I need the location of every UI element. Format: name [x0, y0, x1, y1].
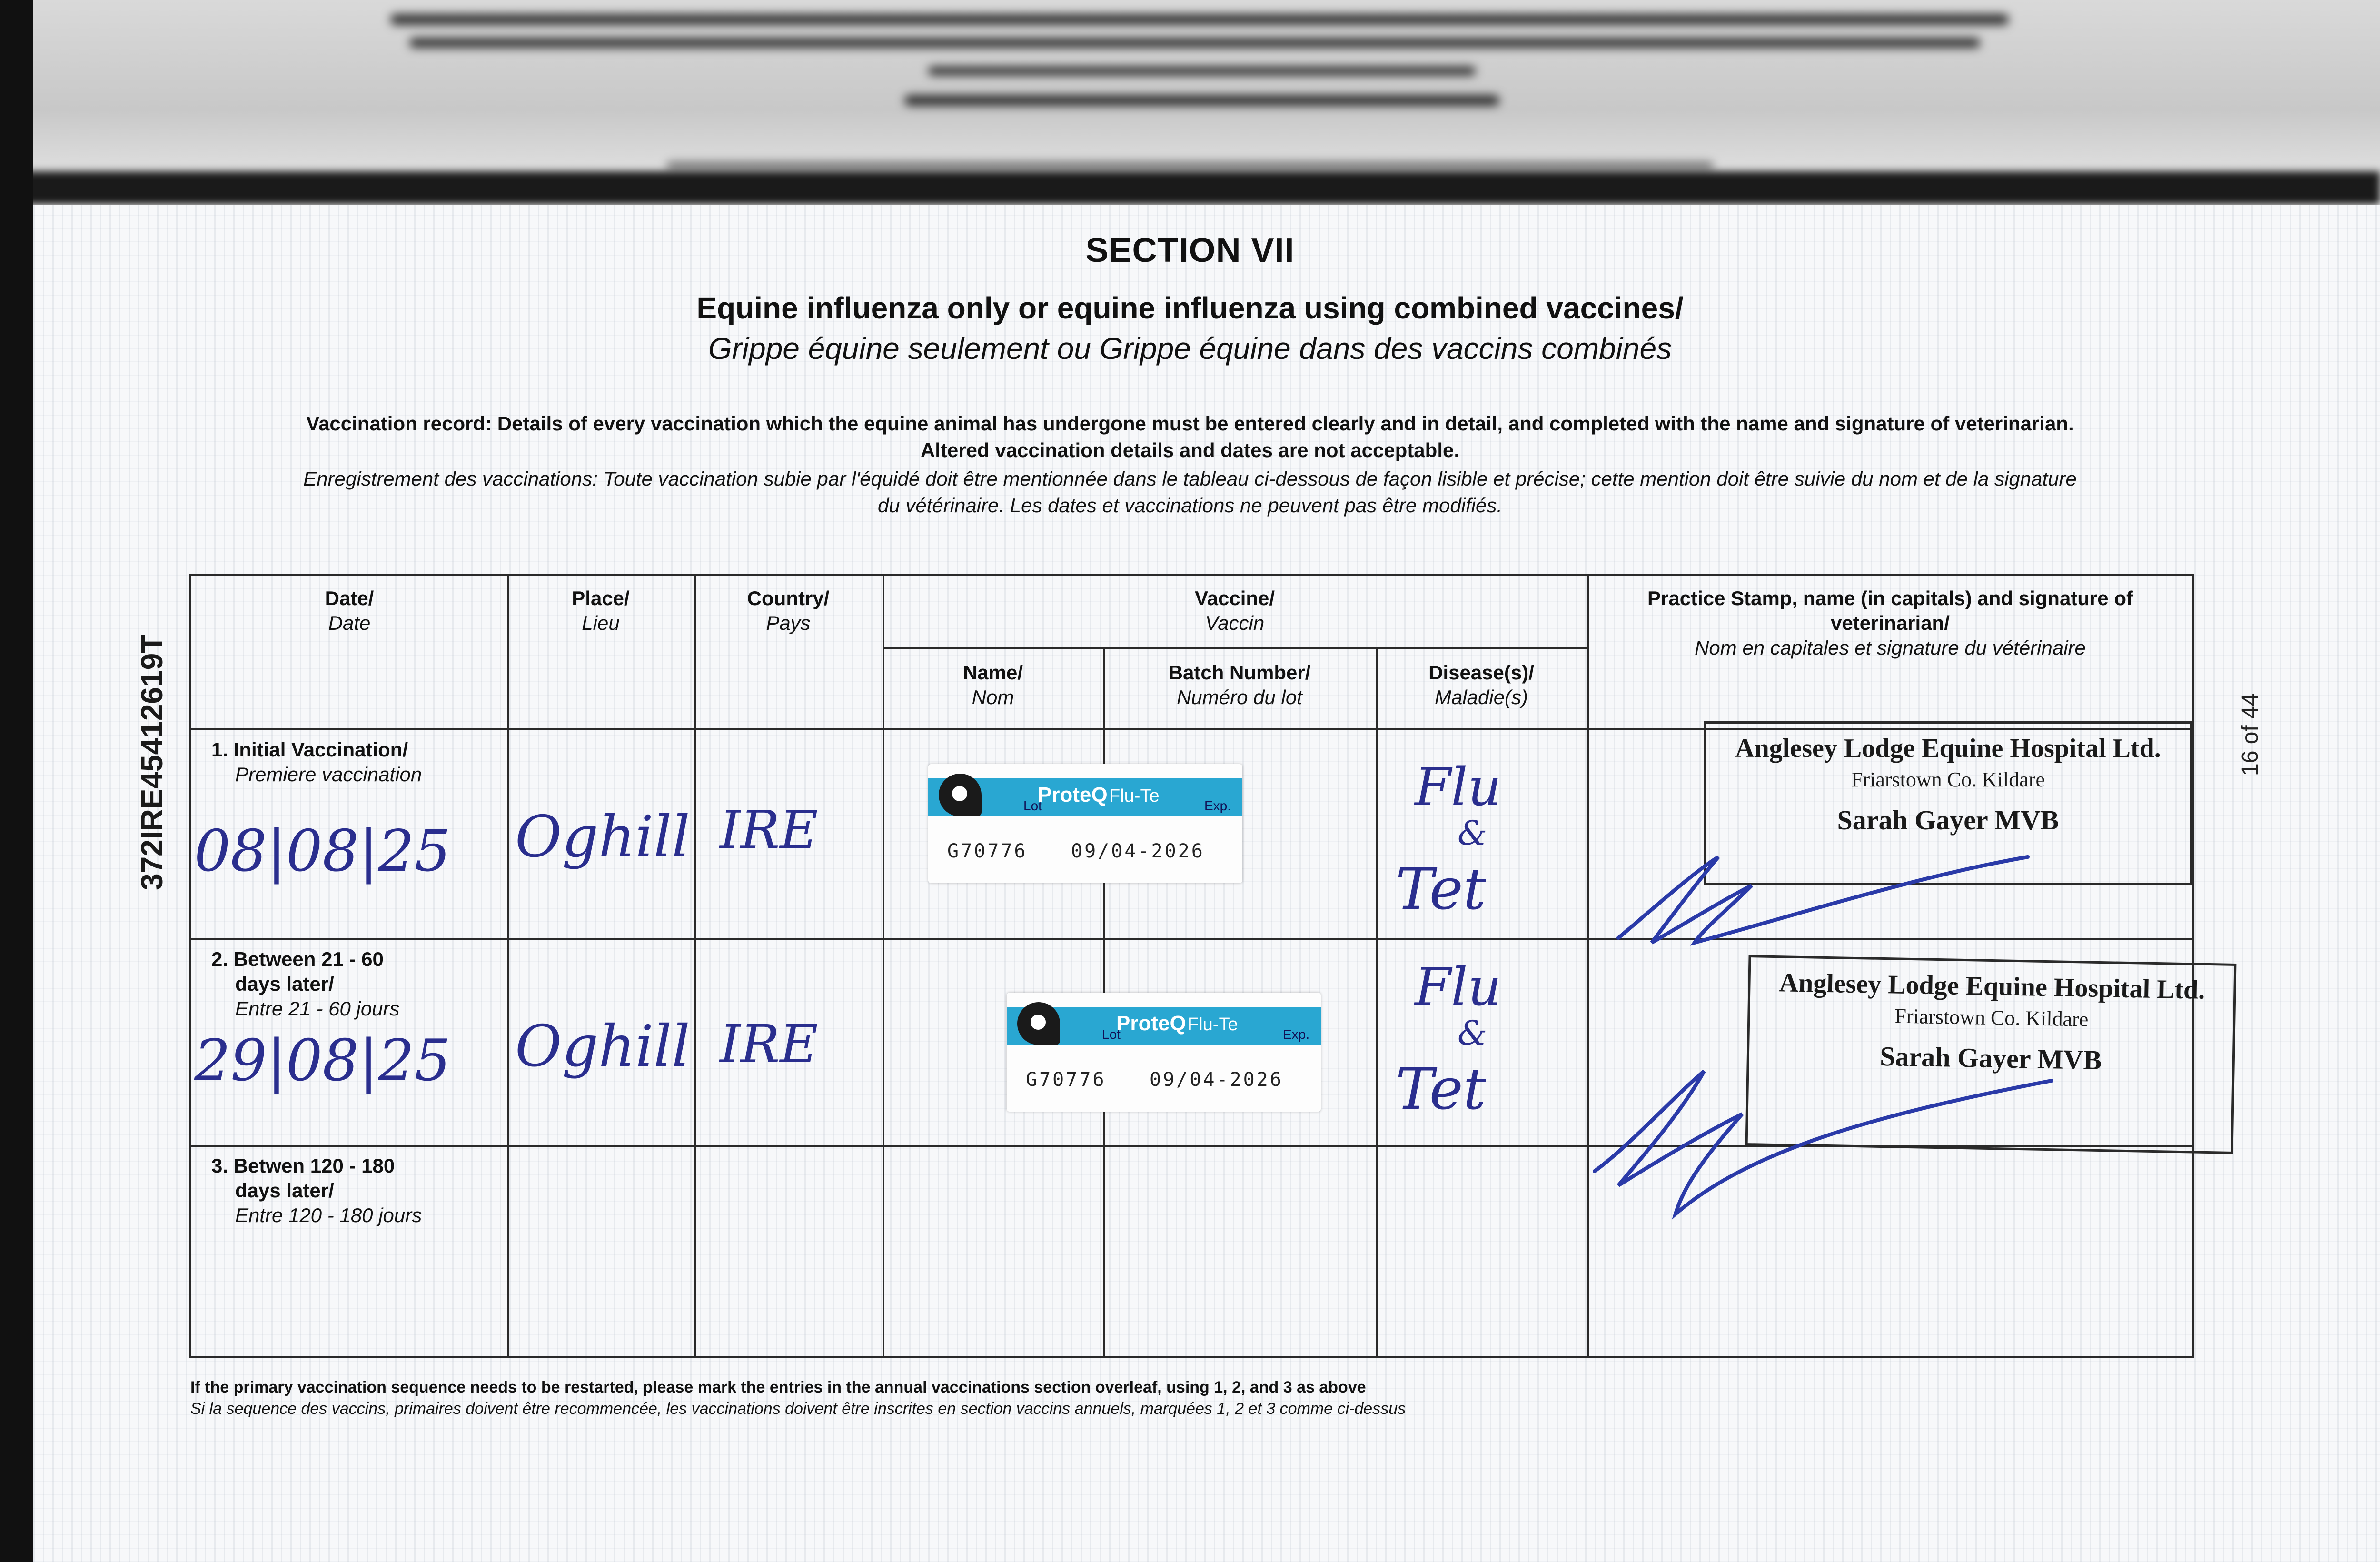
expiry-date: 09/04-2026 — [1150, 1069, 1283, 1091]
header-name: Name/ Nom — [962, 661, 1023, 708]
row-2-disease-1: Flu — [1415, 956, 1502, 1017]
vaccine-sticker-1: ProteQ Flu-Te Lot Exp. G70776 09/04-2026 — [928, 764, 1242, 883]
footer-en: If the primary vaccination sequence needs to be restarted, please mark the entries in the annual vaccinations section overleaf, using 1, 2, and 3 as above — [190, 1378, 1366, 1396]
instructions-fr: Enregistrement des vaccinations: Toute vaccination subie par l'équidé doit être mentionnée dans le tableau ci-dessous de façon lisible et précise; cette mention doit être suivie du nom et de la signature du vétérinaire. Les dates et vaccinations ne peuvent pas être modifiés. — [303, 468, 2077, 517]
row-1-disease-3: Tet — [1396, 856, 1486, 923]
vet-signature-2 — [1585, 1043, 2061, 1224]
vet-stamp-2: Anglesey Lodge Equine Hospital Ltd. Friarstown Co. Kildare Sarah Gayer MVB — [1745, 955, 2237, 1154]
facing-page-blur — [0, 0, 2380, 200]
row-2-date: 29|08|25 — [194, 1028, 451, 1094]
row-1-country: IRE — [720, 799, 818, 860]
row-1-disease-1: Flu — [1415, 756, 1502, 817]
vet-signature-1 — [1609, 828, 2037, 971]
header-date: Date/ Date — [325, 587, 374, 634]
brand-logo-icon — [939, 774, 982, 816]
brand-logo-icon — [1017, 1002, 1060, 1045]
page-gutter-shadow — [0, 171, 2380, 205]
passport-id: 372IRE45412619T — [135, 634, 169, 890]
section-title: SECTION VII — [1085, 231, 1295, 269]
row-3-label: 3. Betwen 120 - 180 days later/ Entre 120 - 180 jours — [211, 1154, 422, 1226]
instructions-en: Vaccination record: Details of every vaccination which the equine animal has undergone must be entered clearly and in detail, and completed with the name and signature of veterinarian. Altered vaccination details and dates are not acceptable. — [306, 412, 2074, 461]
row-1-date: 08|08|25 — [194, 818, 451, 885]
header-vaccine: Vaccine/ Vaccin — [1194, 587, 1275, 634]
header-place: Place/ Lieu — [572, 587, 630, 634]
header-stamp: Practice Stamp, name (in capitals) and signature of veterinarian/ Nom en capitales et signature du vétérinaire — [1647, 587, 2133, 659]
header-batch: Batch Number/ Numéro du lot — [1168, 661, 1311, 708]
row-2-country: IRE — [720, 1014, 818, 1074]
page-number: 16 of 44 — [2238, 693, 2263, 776]
expiry-date: 09/04-2026 — [1071, 840, 1205, 862]
row-2-disease-2: & — [1458, 1014, 1488, 1053]
header-country: Country/ Pays — [747, 587, 830, 634]
heading-fr: Grippe équine seulement ou Grippe équine dans des vaccins combinés — [708, 331, 1672, 366]
footer-fr: Si la sequence des vaccins, primaires doivent être recommencée, les vaccinations doivent être inscrites en section vaccins annuels, marquées 1, 2 et 3 comme ci-dessus — [190, 1400, 1406, 1418]
row-1-disease-2: & — [1458, 814, 1488, 853]
row-1-label: 1. Initial Vaccination/ Premiere vaccination — [211, 738, 422, 786]
batch-number: G70776 — [947, 840, 1028, 862]
vaccine-sticker-2: ProteQ Flu-Te Lot Exp. G70776 09/04-2026 — [1007, 993, 1321, 1112]
heading-en: Equine influenza only or equine influenza using combined vaccines/ — [696, 291, 1684, 325]
row-2-disease-3: Tet — [1396, 1056, 1486, 1123]
batch-number: G70776 — [1026, 1069, 1106, 1091]
row-1-place: Oghill — [515, 804, 690, 870]
header-disease: Disease(s)/ Maladie(s) — [1428, 661, 1534, 708]
row-2-place: Oghill — [515, 1014, 690, 1080]
row-2-label: 2. Between 21 - 60 days later/ Entre 21 - 60 jours — [211, 948, 400, 1020]
vet-stamp-1: Anglesey Lodge Equine Hospital Ltd. Friarstown Co. Kildare Sarah Gayer MVB — [1704, 721, 2192, 885]
